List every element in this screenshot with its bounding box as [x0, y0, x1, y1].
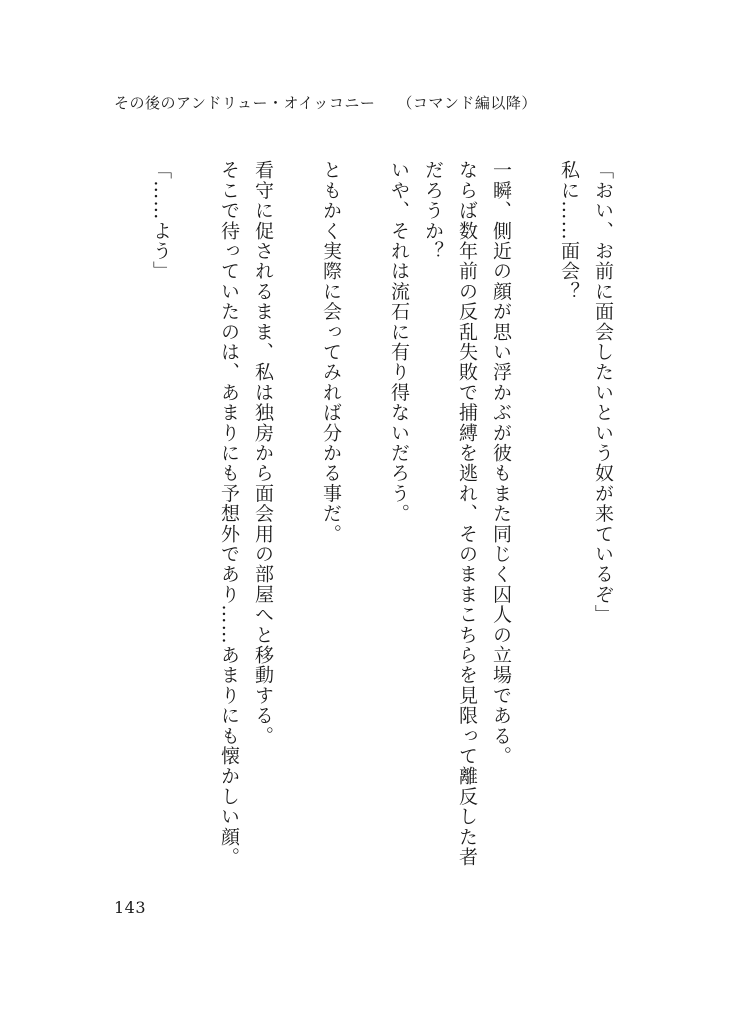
paragraph: いや、それは流石に有り得ないだろう。 [388, 160, 410, 524]
running-header [114, 92, 537, 113]
paragraph: 看守に促されるまま、私は独房から面会用の部屋へと移動する。 [252, 160, 274, 746]
page-number: 143 [114, 898, 147, 917]
paragraph: 「おい、お前に面会したいという奴が来ているぞ」 [592, 160, 614, 625]
paragraph: ともかく実際に会ってみれば分かる事だ。 [320, 160, 342, 544]
header-title: その後のアンドリュー・オイッコニー [114, 94, 376, 112]
header-section: （コマンド編以降） [397, 94, 537, 112]
paragraph: 「……よう」 [150, 160, 172, 282]
paragraph: そこで待っていたのは、あまりにも予想外であり……あまりにも懐かしい顔。 [218, 160, 240, 867]
body-text [120, 160, 620, 880]
paragraph: ならば数年前の反乱失敗で捕縛を逃れ、そのままこちらを見限って離反した者だろうか？ [422, 160, 478, 868]
paragraph: 一瞬、側近の顔が思い浮かぶが彼もまた同じく囚人の立場である。 [490, 160, 512, 766]
paragraph: 私に……面会？ [558, 160, 580, 302]
